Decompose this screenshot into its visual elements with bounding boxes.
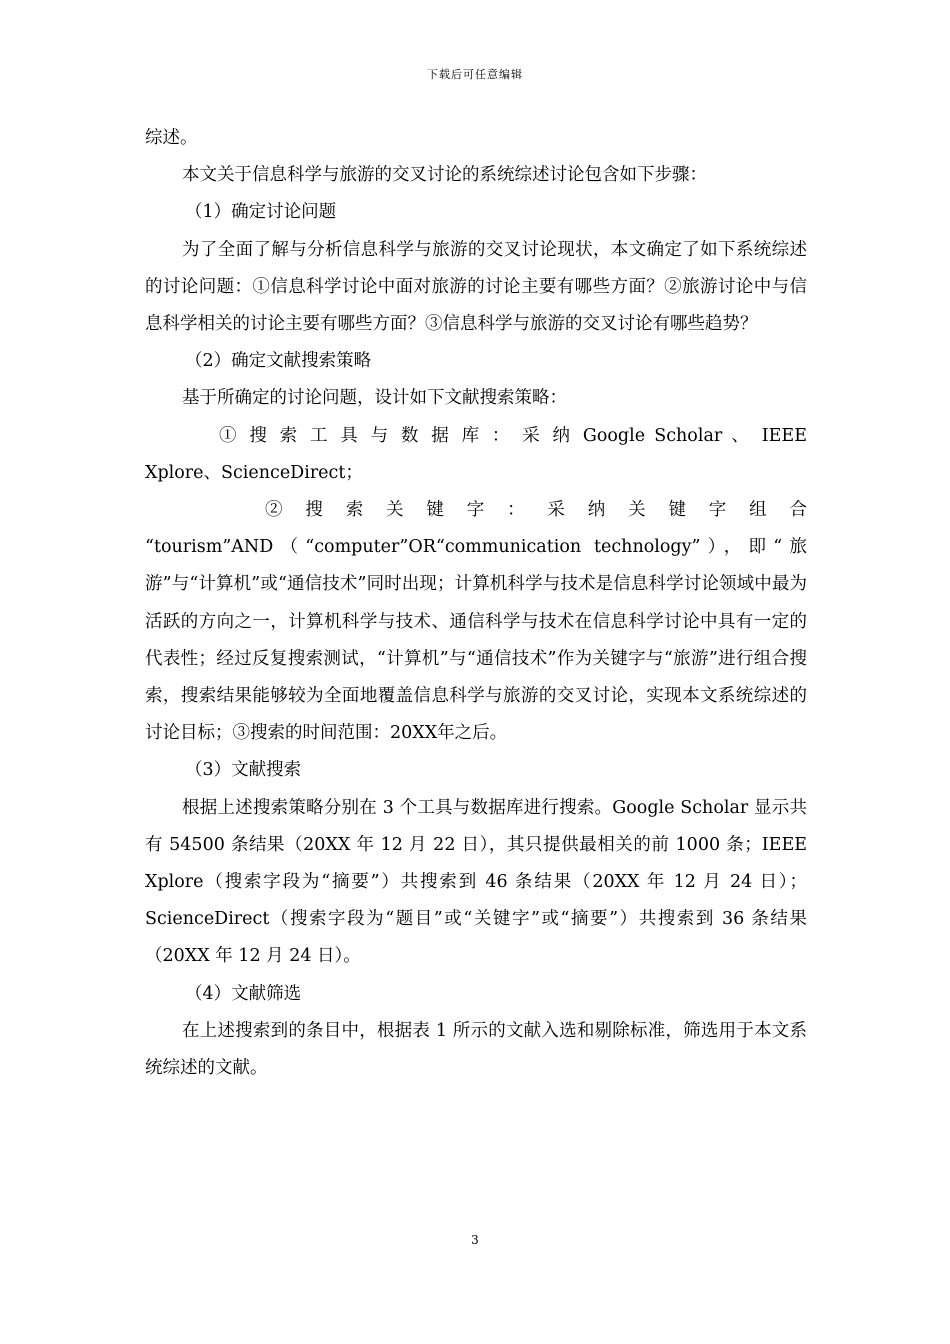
page-number: 3: [471, 1233, 479, 1247]
section-heading-2: （2）确定文献搜索策略: [185, 351, 372, 372]
section-heading-4: （4）文献筛选: [185, 983, 302, 1004]
section-heading-1: （1）确定讨论问题: [185, 202, 337, 223]
paragraph-research-questions: 为了全面了解与分析信息科学与旅游的交叉讨论现状，本文确定了如下系统综述的讨论问题：①信息科学讨论中面对旅游的讨论主要有哪些方面？②旅游讨论中与信息科学相关的讨论主要有哪些方面？③信息科学与旅游的交叉讨论有哪些趋势？: [145, 239, 807, 335]
paragraph-tools-line2: Xplore、ScienceDirect；: [145, 462, 363, 483]
document-body: [145, 120, 807, 1087]
paragraph-search-strategy: 基于所确定的讨论问题，设计如下文献搜索策略：: [182, 388, 567, 409]
paragraph-intro: 本文关于信息科学与旅游的交叉讨论的系统综述讨论包含如下步骤：: [182, 165, 707, 186]
paragraph-keywords-line1: ② 搜 索 关 键 字 ： 采 纳 关 键 字 组 合: [265, 500, 807, 521]
section-heading-3: （3）文献搜索: [185, 760, 302, 781]
page-header: 下载后可任意编辑: [427, 68, 523, 81]
paragraph-continuation: 综述。: [145, 128, 198, 148]
paragraph-keywords-rest: “tourism”AND（“computer”OR“communication technology”），即“旅游”与“计算机”或“通信技术”同时出现；计算机科学与技术是信息科学讨论领域中最为活跃的方向之一，计算机科学与技术、通信科学与技术在信息科学讨论中具有一定的代表性；经过反复搜索测试，“计算机”与“通信技术”作为关键字与“旅游”进行组合搜索，搜索结果能够较为全面地覆盖信息科学与旅游的交叉讨论，实现本文系统综述的讨论目标；③搜索的时间范围：20XX年之后。: [145, 537, 807, 744]
paragraph-screening: 在上述搜索到的条目中，根据表 1 所示的文献入选和剔除标准，筛选用于本文系统综述的文献。: [145, 1020, 807, 1079]
paragraph-tools-line1: ① 搜 索 工 具 与 数 据 库 ： 采 纳 Google Scholar 、 IEEE: [219, 425, 807, 446]
paragraph-search-results: 根据上述搜索策略分别在 3 个工具与数据库进行搜索。Google Scholar 显示共有 54500 条结果（20XX 年 12 月 22 日），其只提供最相关的前 1000 条；IEEE Xplore（搜索字段为“摘要”）共搜索到 46 条结果（20XX 年 12 月 24 日）；ScienceDirect（搜索字段为“题目”或“关键字”或“摘要”）共搜索到 36 条结果（20XX 年 12 月 24 日）。: [145, 797, 807, 967]
